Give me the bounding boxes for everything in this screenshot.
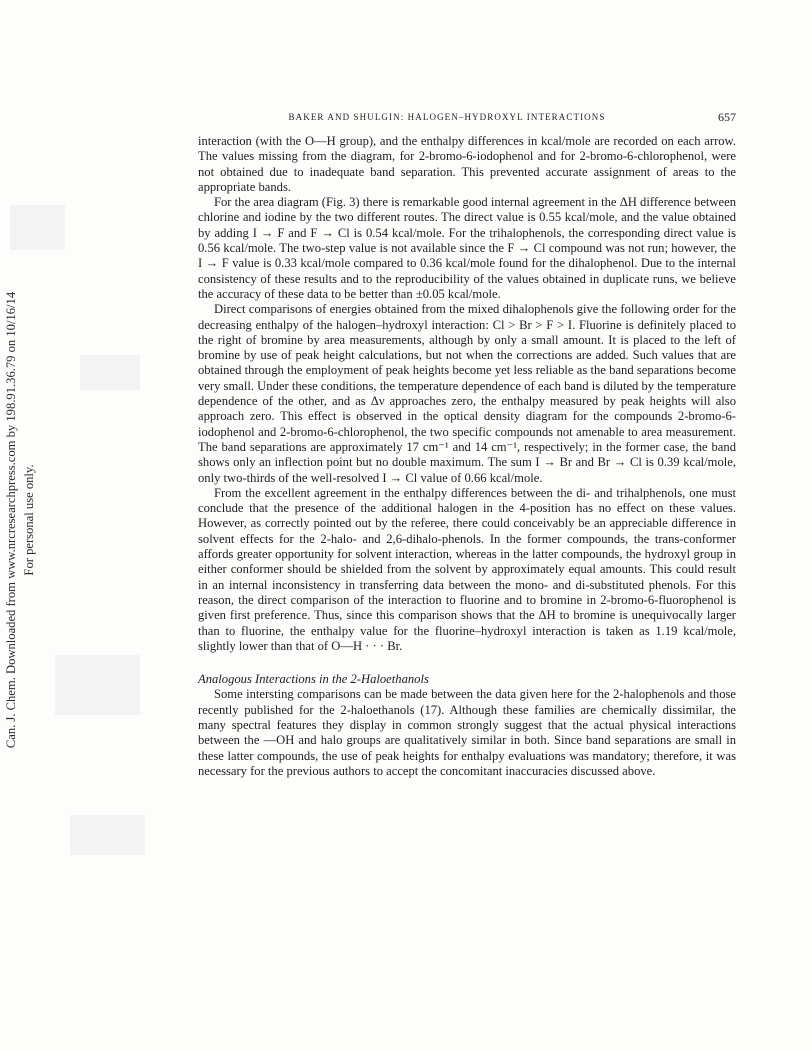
scan-artifact (55, 655, 140, 715)
running-head-title: BAKER AND SHULGIN: HALOGEN–HYDROXYL INTERACTIONS (288, 112, 606, 122)
running-head (198, 111, 736, 125)
page-number: 657 (718, 110, 736, 124)
article-body (198, 134, 736, 779)
scan-artifact (70, 815, 145, 855)
section-heading: Analogous Interactions in the 2-Haloethanols (198, 672, 429, 687)
paragraph-direct-comparisons: Direct comparisons of energies obtained from the mixed dihalophenols give the following order for the decreasing enthalpy of the halogen–hydroxyl interaction: Cl > Br > F > I. Fluorine is definitely placed to the right of bromine by area measurements, although by only a small amount. It is placed to the left of bromine by use of peak height calculations, but not when the corrections are added. Such values that are obtained through the employment of peak heights become yet less reliable as the band separations become very small. Under these conditions, the temperature dependence of each band is diluted by the temperature dependence of the other, and as Δν approaches zero, the enthalpy measured by peak heights will also approach zero. This effect is observed in the optical density diagram for the compounds 2-bromo-6-iodophenol and 2-bromo-6-chlorophenol, the two specific compounds not amenable to area measurement. The band separations are approximately 17 cm⁻¹ and 14 cm⁻¹, respectively; in the former case, the band shows only an inflection point but no double maximum. The sum I → Br and Br → Cl is 0.39 kcal/mole, only two-thirds of the well-resolved I → Cl value of 0.66 kcal/mole. (198, 302, 736, 485)
paragraph-area-diagram: For the area diagram (Fig. 3) there is remarkable good internal agreement in the ΔH difference between chlorine and iodine by the two different routes. The direct value is 0.55 kcal/mole, and the value obtained by adding I → F and F → Cl is 0.54 kcal/mole. For the trihalophenols, the corresponding direct value is 0.56 kcal/mole. The two-step value is not available since the F → Cl compound was not run; however, the I → F value is 0.33 kcal/mole compared to 0.36 kcal/mole found for the dihalophenol. Due to the internal consistency of these results and to the reproducibility of the values obtained in duplicate runs, we believe the accuracy of these data to be better than ±0.05 kcal/mole. (198, 195, 736, 301)
paragraph-haloethanols: Some intersting comparisons can be made between the data given here for the 2-halophenols and those recently published for the 2-haloethanols (17). Although these families are chemically dissimilar, the many spectral features they display in common strongly suggest that the actual physical interactions between the —OH and halo groups are qualitatively similar in both. Since band separations are small in these latter compounds, the use of peak heights for enthalpy evaluations was mandatory; therefore, it was necessary for the previous authors to accept the concomitant inaccuracies discussed above. (198, 687, 736, 778)
scan-artifact (80, 355, 140, 390)
download-watermark (2, 200, 42, 840)
watermark-line-source: Can. J. Chem. Downloaded from www.nrcresearchpress.com by 198.91.36.79 on 10/16/14 (4, 291, 18, 749)
paragraph-agreement: From the excellent agreement in the enthalpy differences between the di- and trihalphenols, one must conclude that the presence of the additional halogen in the 4-position has no effect on these values. However, as correctly pointed out by the referee, there could conceivably be an appreciable difference in solvent effects for the 2-halo- and 2,6-dihalo-phenols. In the former compounds, the trans-conformer affords greater opportunity for solvent interaction, whereas in the latter compounds, the hydroxyl group in either conformer should be shielded from the solvent by approximately equal amounts. This could result in an internal inconsistency in transferring data between the mono- and di-substituted phenols. For this reason, the direct comparison of the interaction to fluorine and to bromine in 2-bromo-6-fluorophenol is given first preference. Thus, since this comparison shows that the ΔH to bromine is unequivocally larger than to fluorine, the enthalpy value for the fluorine–hydroxyl interaction is taken as 1.19 kcal/mole, slightly lower than that of O—H · · · Br. (198, 485, 736, 653)
watermark-line-usage: For personal use only. (22, 464, 36, 576)
paragraph-continuation: interaction (with the O—H group), and the enthalpy differences in kcal/mole are recorded on each arrow. The values missing from the diagram, for 2-bromo-6-iodophenol and for 2-bromo-6-chlorophenol, were not obtained due to inadequate band separation. This prevented accurate assignment of areas to the appropriate bands. (198, 134, 736, 194)
